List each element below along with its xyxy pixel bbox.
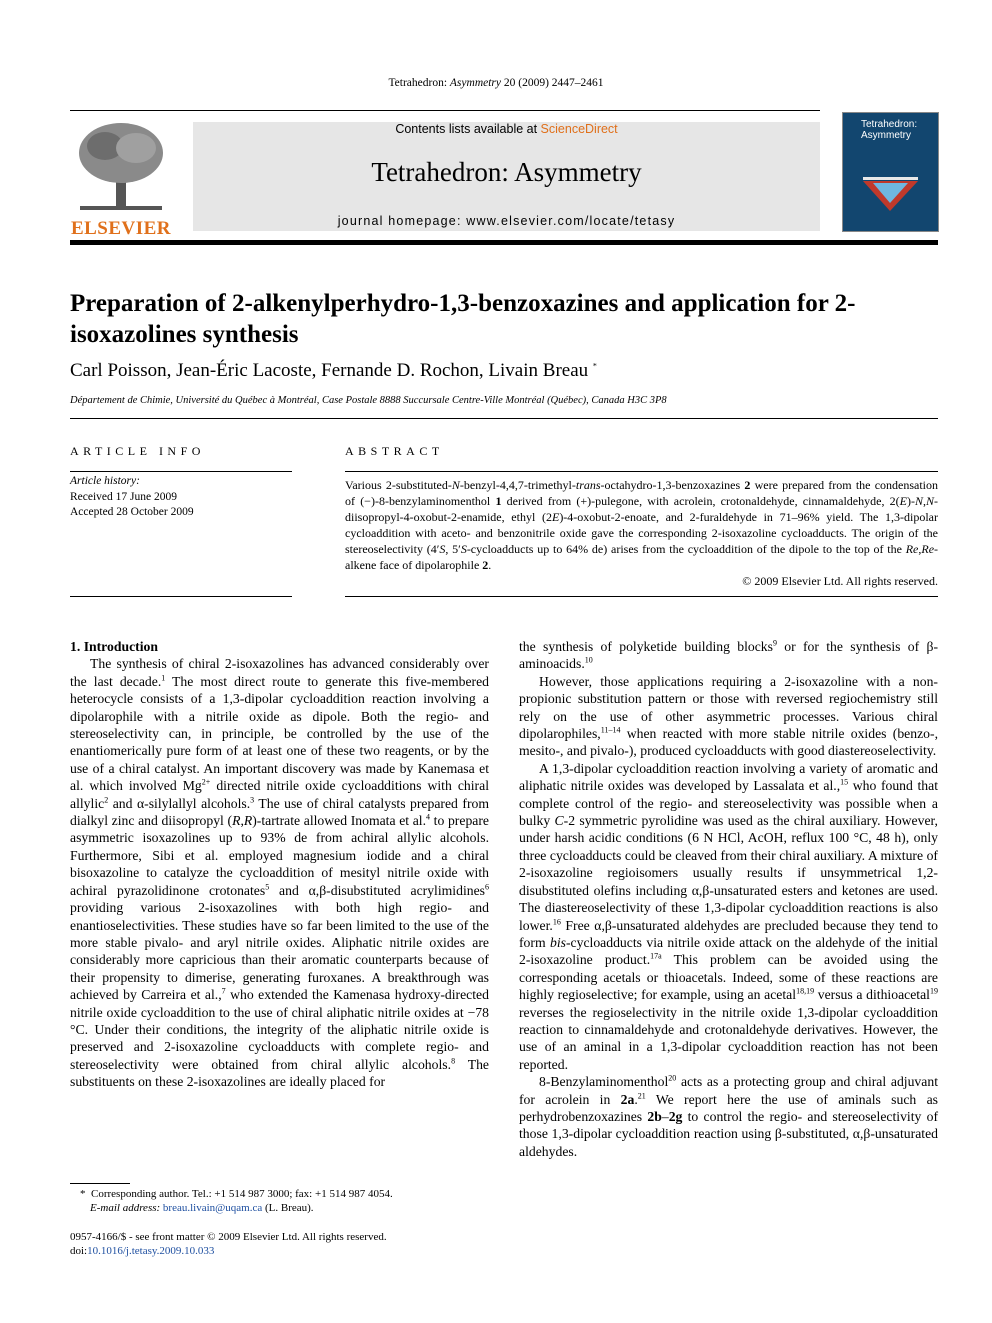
sciencedirect-link[interactable]: ScienceDirect <box>540 122 618 136</box>
thick-rule <box>70 240 938 245</box>
article-info-bottom-rule <box>70 596 292 597</box>
section-rule <box>70 418 938 419</box>
journal-cover <box>842 112 939 232</box>
article-info-heading: ARTICLE INFO <box>70 444 205 458</box>
intro-paragraph: The synthesis of chiral 2-isoxazolines has advanced considerably over the last decade.$^1$ The most direct route to generate this five-membered heterocycle consists of a 1,3-dipolar cycloaddition reaction involving a dipolarophile with a nitrile oxide as dipole. Both the regio- and stereoselectivity can, in principle, be controlled by the use of the enantiomerically pure form of at least one of these two reagents, or by the use of a chiral catalyst. An important discovery was made by Kanemasa et al. which involved $Mg^{2+}$ directed nitrile oxide cycloadditions with chiral allylic$^2$ and α-silylallyl alcohols.$^3$ The use of chiral catalysts prepared from dialkyl zinc and diisopropyl (R,R)-tartrate allowed Inomata et al.$^4$ to prepare asymmetric isoxazolines up to 93% de from achiral allylic alcohols. Furthermore, Sibi et al. employed magnesium iodide and a chiral bisoxazoline to catalyze the cycloaddition of mesityl nitrile oxide with achiral pyrazolidinone crotonates$^5$ and α,β-disubstituted acrylimidines$^6$ providing various 2-isoxazolines with both high regio- and enantioselectivities. These studies have so far been limited to the use of the more stable pivalo- and aryl nitrile oxides. Aliphatic nitrile oxides are considerably more capricious than their aromatic counterparts because of their propensity to dimerise, generating furoxanes. A breakthrough was achieved by Carreira et al.,$^7$ who extended the Kamenasa hydroxy-directed nitrile oxide cycloaddition to the use of chiral aliphatic nitrile oxides at −78 °C. Under their conditions, the integrity of the aliphatic nitrile oxide is preserved and 2-isoxazoline cycloadducts with complete regio- and stereoselectivity were obtained from chiral allylic alcohols.$^8$ The substituents on these 2-isoxazolines are ideally placed for <box>70 656 489 1090</box>
accepted-date: Accepted 28 October 2009 <box>70 506 194 518</box>
journal-banner <box>193 122 820 231</box>
author-list: Carl Poisson, Jean-Éric Lacoste, Fernande D. Rochon, Livain Breau * <box>70 360 597 381</box>
footnote: * Corresponding author. Tel.: +1 514 987 3000; fax: +1 514 987 4054. E-mail address: breau.livain@uqam.ca (L. Breau). <box>80 1188 393 1214</box>
footnote-rule <box>70 1183 130 1184</box>
copyright: © 2009 Elsevier Ltd. All rights reserved. <box>742 574 938 588</box>
left-column <box>70 638 489 1091</box>
corresponding-marker[interactable]: * <box>592 361 597 371</box>
abstract-bottom-rule <box>345 596 938 597</box>
abstract-heading: ABSTRACT <box>345 444 444 458</box>
cover-graphic <box>843 141 938 231</box>
elsevier-wordmark: ELSEVIER <box>70 218 172 239</box>
elsevier-logo <box>70 118 172 239</box>
issn-block: 0957-4166/$ - see front matter © 2009 Elsevier Ltd. All rights reserved. doi:10.1016/j.tetasy.2009.10.033 <box>70 1231 387 1257</box>
contents-line: Contents lists available at ScienceDirect <box>395 122 618 136</box>
article-info-rule <box>70 471 292 472</box>
doi-link[interactable]: 10.1016/j.tetasy.2009.10.033 <box>87 1245 215 1257</box>
abstract-rule <box>345 471 938 472</box>
cover-title: Tetrahedron: Asymmetry <box>861 119 918 141</box>
affiliation: Département de Chimie, Université du Québec à Montréal, Case Postale 8888 Succursale Centre-Ville Montréal (Québec), Canada H3C 3P8 <box>70 395 667 406</box>
journal-homepage[interactable]: journal homepage: www.elsevier.com/locate/tetasy <box>337 214 676 228</box>
header-rule <box>70 110 820 111</box>
intro-heading: 1. Introduction <box>70 639 158 654</box>
abstract-text: Various 2-substituted-N-benzyl-4,4,7-trimethyl-trans-octahydro-1,3-benzoxazines 2 were prepared from the condensation of (−)-8-benzylaminomenthol 1 derived from (+)-pulegone, with acrolein, crotonaldehyde, cinnamaldehyde, 2(E)-N,N-diisopropyl-4-oxobut-2-enamide, ethyl (2E)-4-oxobut-2-enoate, and 2-furaldehyde in 71–96% yield. The 1,3-dipolar cycloaddition with aceto- and benzonitrile oxide gave the corresponding 2-isoxazoline cycloadducts. The origin of the stereoselectivity (4′S, 5′S-cycloadducts up to 64% de) arises from the cycloaddition of the dipole to the top of the Re,Re-alkene face of dipolarophile 2. © 2009 Elsevier Ltd. All rights reserved. <box>345 478 939 588</box>
journal-citation: Tetrahedron: Asymmetry 20 (2009) 2447–2461 <box>388 77 604 89</box>
article-history: Article history: Received 17 June 2009 Accepted 28 October 2009 <box>70 474 295 521</box>
article-title: Preparation of 2-alkenylperhydro-1,3-benzoxazines and application for 2-isoxazolines synthesis <box>70 290 856 348</box>
right-column: the synthesis of polyketide building blocks$^9$ or for the synthesis of β-aminoacids.$^{10}$ However, those applications requiring a 2-isoxazoline with a non-propionic substitution pattern or those with reversed regiochemistry still rely on the use of other asymmetric processes. Various chiral dipolarophiles,$^{11-14}$ when reacted with more stable nitrile oxides (benzo-, mesito-, and pivalo-), produced cycloadducts with good diastereoselectivity. A 1,3-dipolar cycloaddition reaction involving a variety of aromatic and aliphatic nitrile oxides was developed by Lassalata et al.,$^{15}$ who found that complete control of the regio- and stereoselectivity was possible when a bulky C-2 symmetric pyrolidine was used as the chiral auxiliary. However, under harsh acidic conditions (6 N HCl, AcOH, reflux 100 °C, 48 h), only three cycloadducts could be cleaved from their chiral auxiliary. A mixture of 2-isoxazoline regioisomers usually results if unsymmetrical 1,2-disubstituted olefins including α,β-unsaturated esters and ketones are used. The diastereoselectivity of these 1,3-dipolar cycloaddition reactions is also lower.$^{16}$ Free α,β-unsaturated aldehydes are precluded because they tend to form bis-cycloadducts via nitrile oxide attack on the aldehyde of the initial 2-isoxazoline product.$^{17a}$ This problem can be avoided using the corresponding acetals or thioacetals. Indeed, some of these reactions are highly regioselective; for example, using an acetal$^{18,19}$ versus a dithioacetal$^{19}$ reverses the regioselectivity in the nitrile oxide 1,3-dipolar cycloaddition reaction to cinnamaldehyde and crotonaldehyde derivatives. However, the use of an aminal in a 1,3-dipolar cycloaddition reaction has not been reported. 8-Benzylaminomenthol$^{20}$ acts as a protecting group and chiral adjuvant for acrolein in 2a.$^{21}$ We report here the use of aminals such as perhydrobenzoxazines 2b–2g to control the regio- and stereoselectivity of those 1,3-dipolar cycloaddition reaction using β-substituted, α,β-unsaturated aldehydes. <box>519 638 939 1159</box>
email-link[interactable]: breau.livain@uqam.ca <box>162 1202 263 1214</box>
journal-name: Tetrahedron: Asymmetry <box>371 157 642 187</box>
received-date: Received 17 June 2009 <box>70 490 177 503</box>
